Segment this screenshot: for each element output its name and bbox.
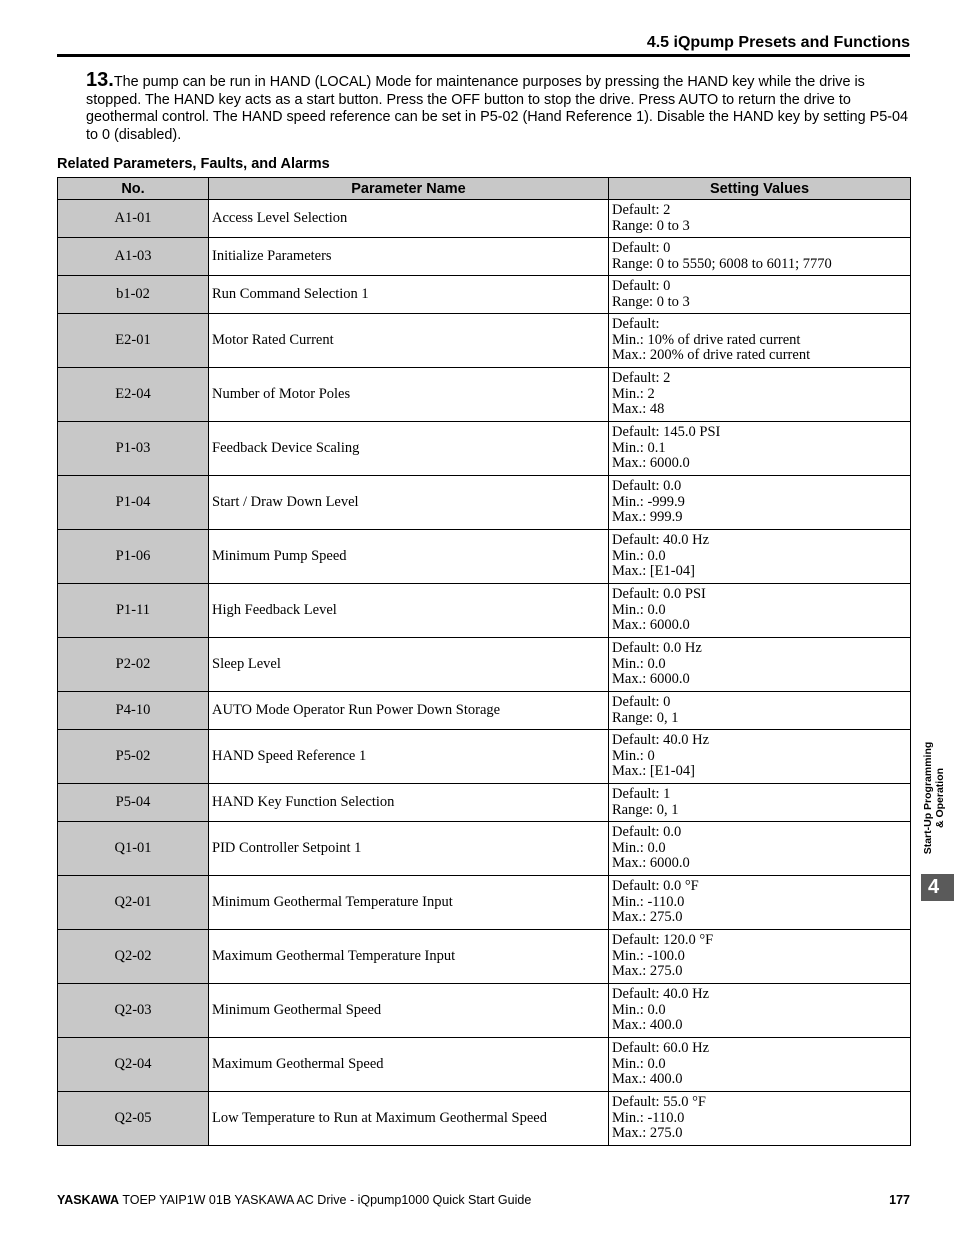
setting-value-line: Default: 2	[612, 370, 671, 387]
setting-values	[609, 692, 911, 730]
parameter-number: P5-02	[58, 730, 209, 784]
setting-value-line: Max.: 6000.0	[612, 671, 690, 688]
setting-value-line: Default: 0.0 °F	[612, 878, 699, 895]
parameter-name: Minimum Geothermal Temperature Input	[209, 876, 609, 930]
setting-value-line: Max.: 999.9	[612, 509, 683, 526]
setting-values	[609, 876, 911, 930]
setting-value-line: Default: 0	[612, 278, 671, 294]
parameter-name: Number of Motor Poles	[209, 368, 609, 422]
setting-value-line: Default: 0.0	[612, 824, 682, 841]
setting-values	[609, 368, 911, 422]
setting-value-line: Min.: 10% of drive rated current	[612, 331, 801, 348]
setting-value-line: Default: 145.0 PSI	[612, 424, 721, 441]
setting-value-line: Range: 0, 1	[612, 709, 679, 726]
table-row	[58, 784, 911, 822]
parameter-name: Start / Draw Down Level	[209, 476, 609, 530]
chapter-number-badge: 4	[921, 874, 954, 901]
parameter-number: b1-02	[58, 276, 209, 314]
table-row	[58, 422, 911, 476]
column-header-setting-values: Setting Values	[609, 178, 911, 200]
setting-value-line: Default: 120.0 °F	[612, 932, 714, 949]
setting-value-line: Min.: 0.0	[612, 839, 666, 856]
table-row	[58, 530, 911, 584]
setting-value-line: Max.: 6000.0	[612, 855, 690, 872]
footer-brand: YASKAWA	[57, 1193, 120, 1207]
setting-value-line: Min.: -999.9	[612, 493, 685, 510]
setting-values	[609, 784, 911, 822]
setting-value-line: Min.: 0.0	[612, 547, 666, 564]
table-row	[58, 476, 911, 530]
parameter-number: P5-04	[58, 784, 209, 822]
setting-value-line: Default: 0.0 Hz	[612, 640, 702, 657]
parameter-name: PID Controller Setpoint 1	[209, 822, 609, 876]
setting-value-line: Max.: 48	[612, 401, 665, 418]
setting-value-line: Min.: 0.0	[612, 1055, 666, 1072]
table-row	[58, 200, 911, 238]
setting-value-line: Default:	[612, 316, 660, 333]
table-row	[58, 1092, 911, 1146]
parameter-number: A1-03	[58, 238, 209, 276]
table-row	[58, 876, 911, 930]
setting-value-line: Range: 0, 1	[612, 801, 679, 818]
setting-value-line: Min.: -100.0	[612, 947, 685, 964]
setting-values	[609, 530, 911, 584]
column-header-no: No.	[58, 178, 209, 200]
setting-value-line: Default: 40.0 Hz	[612, 532, 710, 549]
footer-document-title: TOEP YAIP1W 01B YASKAWA AC Drive - iQpump1000 Quick Start Guide	[122, 1193, 532, 1207]
parameter-name: Minimum Geothermal Speed	[209, 984, 609, 1038]
parameter-number: Q2-05	[58, 1092, 209, 1146]
setting-value-line: Min.: 0.1	[612, 439, 666, 456]
step-number: 13.	[86, 69, 114, 91]
table-row	[58, 984, 911, 1038]
related-parameters-title: Related Parameters, Faults, and Alarms	[57, 156, 330, 172]
setting-values	[609, 984, 911, 1038]
header-rule	[57, 54, 910, 57]
setting-values	[609, 422, 911, 476]
chapter-side-tab	[921, 735, 947, 861]
parameter-number: P1-06	[58, 530, 209, 584]
table-row	[58, 584, 911, 638]
column-header-parameter-name: Parameter Name	[209, 178, 609, 200]
parameter-name: Motor Rated Current	[209, 314, 609, 368]
table-row	[58, 1038, 911, 1092]
parameter-name: Maximum Geothermal Speed	[209, 1038, 609, 1092]
setting-values	[609, 1092, 911, 1146]
setting-value-line: Max.: 400.0	[612, 1017, 683, 1034]
setting-values	[609, 476, 911, 530]
table-row	[58, 368, 911, 422]
parameter-number: P1-04	[58, 476, 209, 530]
setting-values	[609, 200, 911, 238]
table-body	[58, 200, 911, 1146]
table-row	[58, 730, 911, 784]
parameter-name: HAND Key Function Selection	[209, 784, 609, 822]
setting-value-line: Max.: 6000.0	[612, 617, 690, 634]
setting-value-line: Min.: 0.0	[612, 655, 666, 672]
setting-values	[609, 584, 911, 638]
setting-value-line: Min.: 0.0	[612, 1001, 666, 1018]
setting-value-line: Max.: 200% of drive rated current	[612, 347, 811, 364]
parameter-number: E2-04	[58, 368, 209, 422]
setting-value-line: Max.: 275.0	[612, 1125, 683, 1142]
table-row	[58, 930, 911, 984]
setting-value-line: Max.: 6000.0	[612, 455, 690, 472]
setting-value-line: Range: 0 to 3	[612, 293, 690, 310]
chapter-side-tab-text	[922, 742, 946, 855]
setting-value-line: Max.: 275.0	[612, 909, 683, 926]
setting-values	[609, 638, 911, 692]
setting-value-line: Default: 1	[612, 786, 671, 802]
table-header-row	[58, 178, 911, 200]
parameter-name: Access Level Selection	[209, 200, 609, 238]
setting-value-line: Min.: -110.0	[612, 1109, 685, 1126]
setting-value-line: Max.: [E1-04]	[612, 763, 695, 780]
table-row	[58, 314, 911, 368]
setting-values	[609, 1038, 911, 1092]
setting-value-line: Max.: [E1-04]	[612, 563, 695, 580]
parameter-number: Q2-01	[58, 876, 209, 930]
setting-value-line: Default: 55.0 °F	[612, 1094, 706, 1111]
setting-value-line: Default: 60.0 Hz	[612, 1040, 710, 1057]
parameter-number: A1-01	[58, 200, 209, 238]
table-row	[58, 638, 911, 692]
setting-value-line: Default: 0	[612, 694, 671, 710]
parameter-name: AUTO Mode Operator Run Power Down Storage	[209, 692, 609, 730]
setting-values	[609, 930, 911, 984]
setting-value-line: Min.: 0	[612, 747, 655, 764]
table-row	[58, 822, 911, 876]
setting-values	[609, 238, 911, 276]
step-paragraph	[86, 69, 910, 144]
setting-value-line: Min.: -110.0	[612, 893, 685, 910]
setting-value-line: Range: 0 to 3	[612, 217, 690, 234]
parameter-name: Maximum Geothermal Temperature Input	[209, 930, 609, 984]
parameter-number: P2-02	[58, 638, 209, 692]
setting-value-line: Min.: 0.0	[612, 601, 666, 618]
setting-values	[609, 276, 911, 314]
parameter-name: Low Temperature to Run at Maximum Geothermal Speed	[209, 1092, 609, 1146]
setting-value-line: Default: 0	[612, 240, 671, 256]
table-row	[58, 276, 911, 314]
parameter-name: HAND Speed Reference 1	[209, 730, 609, 784]
parameter-number: Q2-03	[58, 984, 209, 1038]
parameter-number: E2-01	[58, 314, 209, 368]
parameter-number: Q2-04	[58, 1038, 209, 1092]
parameter-name: Initialize Parameters	[209, 238, 609, 276]
setting-value-line: Default: 0.0	[612, 478, 682, 495]
table-row	[58, 238, 911, 276]
page-number: 177	[889, 1193, 910, 1207]
parameter-number: Q1-01	[58, 822, 209, 876]
setting-value-line: Default: 0.0 PSI	[612, 586, 706, 603]
setting-value-line: Min.: 2	[612, 385, 655, 402]
parameter-name: Run Command Selection 1	[209, 276, 609, 314]
parameter-name: Feedback Device Scaling	[209, 422, 609, 476]
page-footer	[57, 1193, 910, 1207]
parameter-name: High Feedback Level	[209, 584, 609, 638]
parameter-number: Q2-02	[58, 930, 209, 984]
setting-values	[609, 822, 911, 876]
section-header-title: 4.5 iQpump Presets and Functions	[646, 34, 910, 51]
table-row	[58, 692, 911, 730]
parameter-number: P1-03	[58, 422, 209, 476]
parameter-number: P4-10	[58, 692, 209, 730]
parameters-table	[57, 177, 911, 1146]
setting-value-line: Max.: 400.0	[612, 1071, 683, 1088]
side-tab-line-2: & Operation	[934, 767, 946, 829]
setting-values	[609, 314, 911, 368]
setting-value-line: Range: 0 to 5550; 6008 to 6011; 7770	[612, 255, 832, 272]
side-tab-line-1: Start-Up Programming	[922, 741, 934, 855]
parameter-name: Sleep Level	[209, 638, 609, 692]
setting-value-line: Default: 40.0 Hz	[612, 732, 710, 749]
setting-values	[609, 730, 911, 784]
setting-value-line: Default: 2	[612, 202, 671, 218]
parameter-number: P1-11	[58, 584, 209, 638]
step-text: The pump can be run in HAND (LOCAL) Mode for maintenance purposes by pressing the HAND key while the drive is stopped. The HAND key acts as a start button. Press the OFF button to stop the drive. Press AUTO to return the drive to geothermal control. The HAND speed reference can be set in P5-02 (Hand Reference 1). Disable the HAND key by setting P5-04 to 0 (disabled).	[86, 74, 909, 143]
setting-value-line: Max.: 275.0	[612, 963, 683, 980]
parameter-name: Minimum Pump Speed	[209, 530, 609, 584]
setting-value-line: Default: 40.0 Hz	[612, 986, 710, 1003]
